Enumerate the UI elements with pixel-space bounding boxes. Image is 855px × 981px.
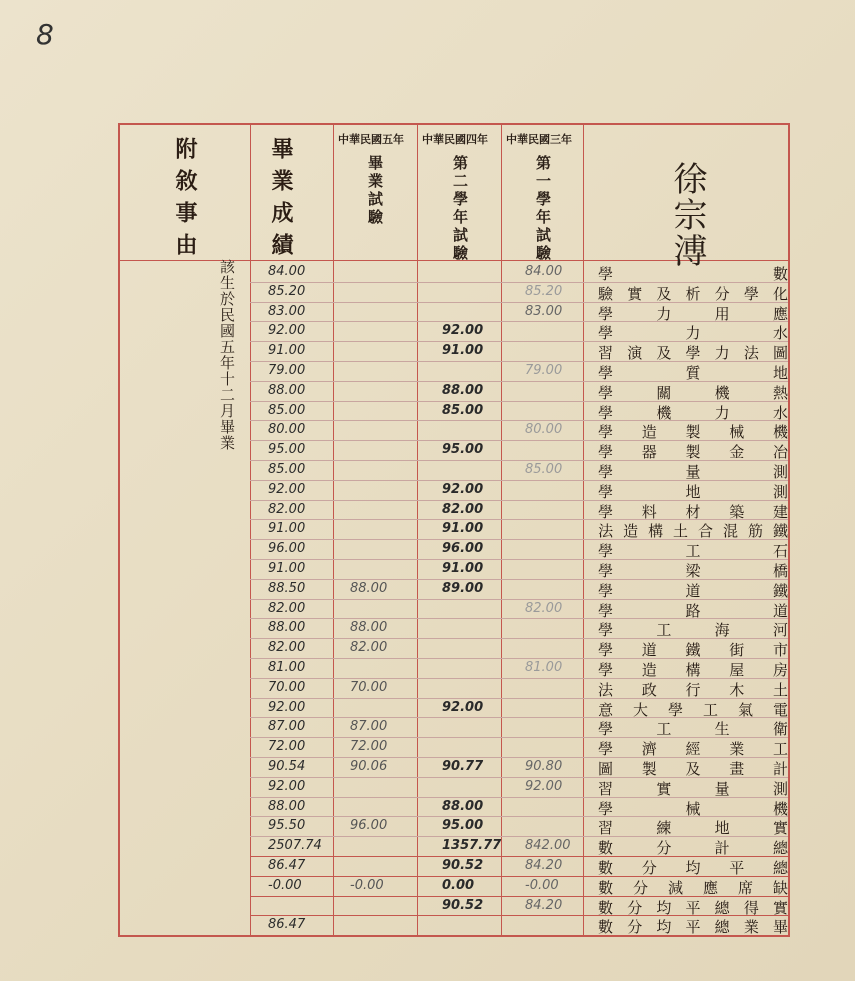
score-final: -0.00 (350, 877, 384, 893)
score-y2: 82.00 (442, 501, 484, 517)
score-final: 70.00 (350, 679, 388, 695)
subject-name: 熱 機 關 學 (598, 383, 788, 402)
score-y2: 92.00 (442, 699, 484, 715)
score-grad: 85.00 (268, 402, 306, 418)
score-grad: 91.00 (268, 561, 306, 576)
score-y2: 95.00 (442, 442, 484, 458)
score-final: 88.00 (350, 580, 388, 596)
score-grad: 86.47 (268, 858, 306, 873)
score-y2: 96.00 (442, 541, 484, 557)
column-divider (583, 125, 584, 935)
score-grad: 70.00 (268, 679, 306, 695)
subject-name: 應 用 力 學 (598, 304, 788, 323)
header-second-year-exam: 第二學年試驗 (451, 155, 469, 263)
score-grad: 82.00 (268, 640, 306, 656)
header-remarks: 附敘事由 (172, 137, 198, 265)
column-divider (417, 125, 418, 935)
score-y1: 85.00 (525, 462, 563, 477)
subject-name: 圖 法 力 學 及 演 習 (598, 344, 788, 363)
header-year4: 中華民國四年 (422, 133, 488, 146)
score-final: 87.00 (350, 719, 388, 735)
column-divider (333, 125, 334, 935)
score-y1: 82.00 (525, 600, 563, 616)
remark-note: 該生於民國五年十二月畢業 (218, 259, 236, 451)
subject-name: 總 計 分 數 (598, 839, 788, 858)
subject-name: 測 地 學 (598, 482, 788, 501)
score-y2: 90.77 (442, 759, 484, 774)
score-y2: 1357.77 (442, 838, 502, 854)
score-y1: -0.00 (525, 877, 559, 893)
subject-name: 鐵 筋 混 合 土 構 造 法 (598, 522, 788, 541)
header-graduation-score: 畢業成績 (268, 137, 294, 265)
subject-name: 機 械 製 造 學 (598, 423, 788, 442)
score-y2: 95.00 (442, 818, 484, 834)
score-grad: 90.54 (268, 759, 306, 774)
score-grad: 92.00 (268, 778, 306, 794)
score-y2: 88.00 (442, 382, 484, 398)
score-final: 82.00 (350, 640, 388, 656)
score-grad: 92.00 (268, 481, 306, 497)
subject-name: 計 畫 及 製 圖 (598, 760, 788, 778)
score-y1: 85.20 (525, 283, 563, 299)
score-y2: 90.52 (442, 897, 484, 913)
score-y1: 80.00 (525, 422, 563, 438)
subject-name: 水 力 機 學 (598, 403, 788, 422)
score-y2: 0.00 (442, 877, 475, 893)
subject-name: 橋 梁 學 (598, 562, 788, 580)
subject-name: 河 海 工 學 (598, 621, 788, 640)
score-grad: 84.00 (268, 264, 306, 279)
score-grad: 2507.74 (268, 838, 322, 854)
score-final: 72.00 (350, 739, 388, 755)
subject-name: 測 量 學 (598, 463, 788, 481)
score-grad: 91.00 (268, 343, 306, 359)
subject-name: 水 力 學 (598, 324, 788, 343)
score-final: 90.06 (350, 759, 388, 774)
score-grad: 85.20 (268, 283, 306, 299)
score-y1: 84.00 (525, 264, 563, 279)
subject-name: 實 得 總 平 均 分 數 (598, 898, 788, 917)
score-grad: 82.00 (268, 501, 306, 517)
score-grad: 79.00 (268, 363, 306, 378)
score-y2: 92.00 (442, 323, 484, 339)
header-final-exam: 畢業試驗 (366, 155, 384, 227)
score-grad: 82.00 (268, 600, 306, 616)
score-grad: 72.00 (268, 739, 306, 755)
subject-name: 石 工 學 (598, 542, 788, 561)
header-first-year-exam: 第一學年試驗 (534, 155, 552, 263)
subject-name: 土 木 行 政 法 (598, 680, 788, 699)
subject-name: 衛 生 工 學 (598, 720, 788, 739)
score-grad: 92.00 (268, 699, 306, 715)
score-y1: 90.80 (525, 759, 563, 774)
score-grad: 88.00 (268, 798, 306, 814)
score-y1: 92.00 (525, 778, 563, 794)
score-grad: 88.00 (268, 620, 306, 636)
score-y2: 91.00 (442, 343, 484, 359)
header-year3: 中華民國三年 (506, 133, 572, 146)
score-grad: 88.00 (268, 382, 306, 398)
score-y1: 81.00 (525, 660, 563, 675)
subject-name: 測 量 實 習 (598, 779, 788, 798)
score-grad: 92.00 (268, 323, 306, 339)
column-divider (250, 125, 251, 935)
subject-name: 冶 金 製 器 學 (598, 443, 788, 462)
subject-name: 工 業 經 濟 學 (598, 740, 788, 759)
score-y2: 91.00 (442, 561, 484, 576)
student-name: 徐宗溥 (667, 161, 707, 269)
subject-name: 建 築 材 料 學 (598, 502, 788, 521)
score-y1: 842.00 (525, 838, 571, 854)
score-y1: 84.20 (525, 858, 563, 873)
score-y2: 90.52 (442, 858, 484, 873)
score-y1: 79.00 (525, 363, 563, 378)
score-grad: 86.47 (268, 917, 306, 933)
score-grad: 91.00 (268, 521, 306, 537)
score-y2: 88.00 (442, 798, 484, 814)
score-grad: 96.00 (268, 541, 306, 557)
score-grad: 80.00 (268, 422, 306, 438)
subject-name: 實 地 練 習 (598, 819, 788, 838)
grade-table (118, 123, 790, 937)
header-year5: 中華民國五年 (338, 133, 404, 146)
subject-name: 總 平 均 分 數 (598, 859, 788, 877)
subject-name: 地 質 學 (598, 364, 788, 382)
column-divider (501, 125, 502, 935)
subject-name: 機 械 學 (598, 799, 788, 818)
score-y2: 92.00 (442, 481, 484, 497)
page-number: 8 (36, 18, 54, 51)
subject-name: 數 學 (598, 265, 788, 283)
subject-name: 畢 業 總 平 均 分 數 (598, 918, 788, 937)
subject-name: 房 屋 構 造 學 (598, 661, 788, 679)
score-grad: -0.00 (268, 877, 302, 893)
score-grad: 95.00 (268, 442, 306, 458)
score-grad: 95.50 (268, 818, 306, 834)
score-grad: 87.00 (268, 719, 306, 735)
subject-name: 缺 席 應 減 分 數 (598, 878, 788, 897)
score-grad: 83.00 (268, 303, 306, 319)
score-grad: 85.00 (268, 462, 306, 477)
subject-name: 鐵 道 學 (598, 581, 788, 600)
score-final: 96.00 (350, 818, 388, 834)
subject-name: 電 氣 工 學 大 意 (598, 700, 788, 719)
subject-name: 市 街 鐵 道 學 (598, 641, 788, 660)
score-grad: 88.50 (268, 580, 306, 596)
score-y1: 84.20 (525, 897, 563, 913)
subject-name: 道 路 學 (598, 601, 788, 620)
score-final: 88.00 (350, 620, 388, 636)
score-y2: 91.00 (442, 521, 484, 537)
score-y2: 85.00 (442, 402, 484, 418)
score-y2: 89.00 (442, 580, 484, 596)
subject-name: 化 學 分 析 及 實 驗 (598, 284, 788, 303)
score-y1: 83.00 (525, 303, 563, 319)
score-grad: 81.00 (268, 660, 306, 675)
